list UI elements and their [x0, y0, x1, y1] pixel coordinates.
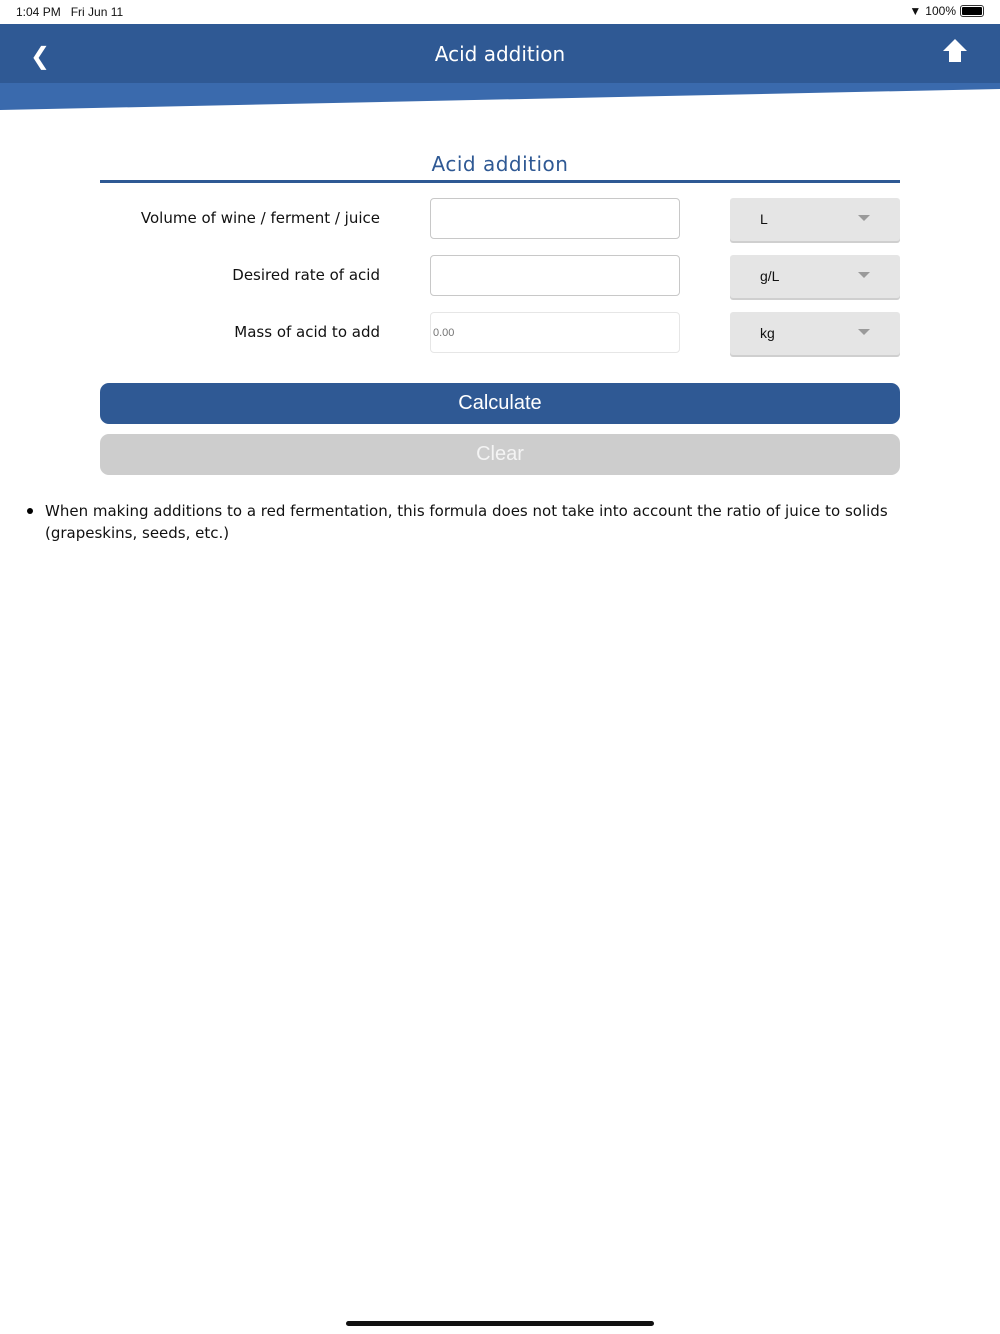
chevron-down-icon	[858, 329, 870, 335]
volume-input[interactable]	[430, 198, 680, 239]
mass-unit-select[interactable]: kg	[730, 312, 900, 355]
back-button[interactable]: ❮	[30, 42, 51, 70]
volume-label: Volume of wine / ferment / juice	[140, 209, 380, 227]
rate-input[interactable]	[430, 255, 680, 296]
battery-percent: 100%	[925, 4, 956, 18]
rate-label: Desired rate of acid	[232, 266, 380, 284]
note-bullet: When making additions to a red fermentation, this formula does not take into account the ratio of juice to solids (grapeskins, seeds, etc.)	[45, 500, 965, 544]
battery-icon	[960, 5, 984, 17]
clear-button[interactable]: Clear	[100, 434, 900, 475]
volume-unit-select[interactable]: L	[730, 198, 900, 241]
calculate-button[interactable]: Calculate	[100, 383, 900, 424]
nav-bar	[0, 24, 1000, 83]
chevron-down-icon	[858, 215, 870, 221]
mass-label: Mass of acid to add	[234, 323, 380, 341]
status-bar	[0, 0, 1000, 24]
wifi-icon: ▼	[909, 4, 922, 18]
home-indicator[interactable]	[346, 1321, 654, 1326]
home-icon[interactable]	[942, 38, 968, 68]
section-title: Acid addition	[431, 152, 569, 176]
chevron-down-icon	[858, 272, 870, 278]
mass-output[interactable]	[430, 312, 680, 353]
section-divider	[100, 180, 900, 183]
rate-row	[100, 255, 900, 297]
mass-row	[100, 312, 900, 354]
status-time-date: 1:04 PM Fri Jun 11	[16, 5, 124, 19]
rate-unit-select[interactable]: g/L	[730, 255, 900, 298]
header-band	[0, 83, 1000, 110]
volume-row	[100, 198, 900, 240]
nav-title: Acid addition	[434, 42, 566, 66]
